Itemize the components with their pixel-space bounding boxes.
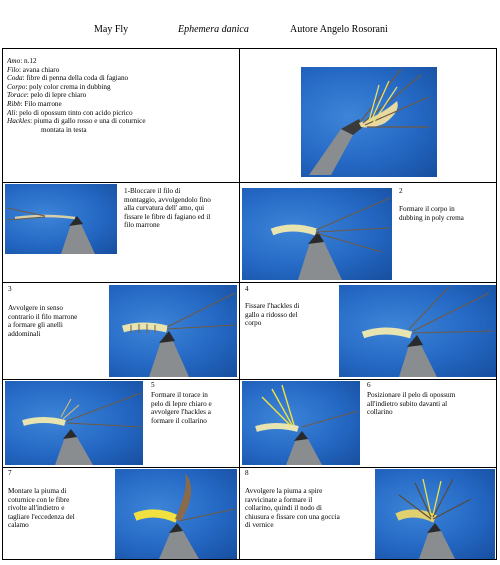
header <box>0 24 500 40</box>
step-6-photo <box>242 381 360 465</box>
step-1-photo <box>5 184 117 254</box>
step-7-text: Montare la piuma di coturnice con le fibre rivolte all'indietro e tagliare l'eccedenza del calamo <box>8 487 75 530</box>
step-5-photo <box>5 381 143 465</box>
step-3-number: 3 <box>8 285 12 293</box>
material-line: Corpo: poly color crema in dubbing <box>7 82 111 91</box>
material-line: Coda: fibre di penna della coda di fagiano <box>7 74 129 83</box>
row-divider <box>3 182 496 183</box>
step-8-number: 8 <box>245 469 249 477</box>
step-3-text: Avvolgere in senso contrario il filo marrone a formare gli anelli addominali <box>8 304 78 338</box>
materials-list <box>7 57 235 177</box>
species-name: Ephemera danica <box>178 24 249 35</box>
material-line: Ali: pelo di opossum tinto con acido picrico <box>7 108 133 117</box>
material-line: Ribb: Filo marrone <box>7 99 62 108</box>
step-8-text: Avvolgere la piuma a spire ravvicinate a formare il collarino, quindi il nodo di chiusura e fissare con una goccia di vernice <box>245 487 340 530</box>
step-2-photo <box>242 188 392 280</box>
step-1-text: 1-Bloccare il filo di montaggio, avvolgendolo fino alla curvatura dell' amo, qui fissare le fibre di fagiano ed il filo marrone <box>124 187 211 230</box>
step-4-number: 4 <box>245 285 249 293</box>
step-2-number: 2 <box>399 187 403 195</box>
step-4-photo <box>339 285 496 377</box>
step-8-photo <box>375 469 495 559</box>
step-2-text: Formare il corpo in dubbing in poly crema <box>399 205 464 222</box>
row-divider <box>3 467 496 468</box>
material-line: Hackles: piuma di gallo rosso e una di coturnice <box>7 117 146 126</box>
step-6-text: Posizionare il pelo di opossum all'indietro subito davanti al collarino <box>367 391 456 417</box>
row-divider <box>3 282 496 283</box>
material-line: Torace: pelo di lepre chiaro <box>7 91 87 100</box>
column-divider <box>239 49 240 559</box>
pattern-title: May Fly <box>94 24 129 35</box>
step-7-photo <box>115 469 237 559</box>
row-divider <box>3 379 496 380</box>
step-7-number: 7 <box>8 469 12 477</box>
material-line: montata in testa <box>41 125 87 134</box>
step-6-number: 6 <box>367 381 371 389</box>
material-line: Filo: avana chiaro <box>7 65 60 74</box>
step-3-photo <box>109 285 237 377</box>
step-5-number: 5 <box>151 381 155 389</box>
finished-fly-photo <box>301 67 437 177</box>
material-line: Amo: n.12 <box>7 57 37 65</box>
author-name: Autore Angelo Rosorani <box>290 24 388 35</box>
step-4-text: Fissare l'hackles di gallo a ridosso del corpo <box>245 302 300 328</box>
step-5-text: Formare il torace in pelo di lepre chiaro e avvolgere l'hackles a formare il collarino <box>151 391 212 425</box>
instruction-table <box>2 48 497 560</box>
